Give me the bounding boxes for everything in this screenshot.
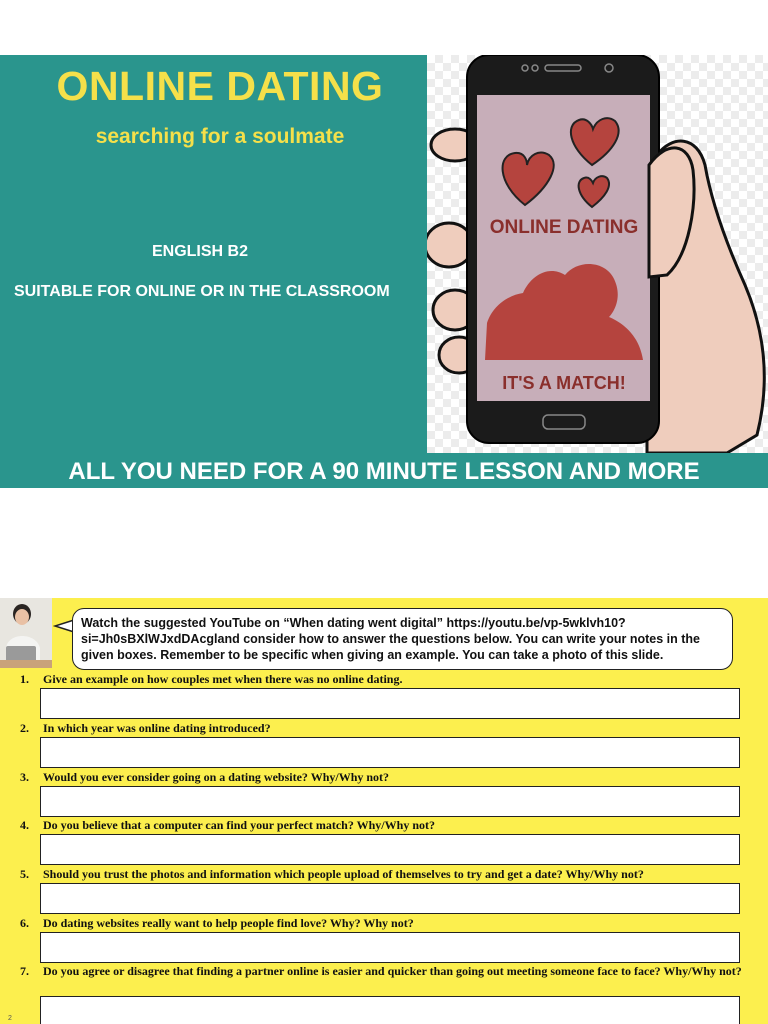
question-number: 7.: [20, 964, 29, 978]
phone-screen-footer: IT'S A MATCH!: [502, 373, 626, 393]
question-text: Do you agree or disagree that finding a partner online is easier and quicker than going out meeting someone face to face? Why/Why not?: [43, 964, 742, 978]
question-number: 2.: [20, 721, 29, 735]
question-text: Do you believe that a computer can find your perfect match? Why/Why not?: [43, 818, 435, 832]
question-number: 1.: [20, 672, 29, 686]
lesson-banner: ALL YOU NEED FOR A 90 MINUTE LESSON AND MORE: [0, 453, 768, 488]
question-number: 5.: [20, 867, 29, 881]
answer-box[interactable]: [40, 834, 740, 865]
slide-subtitle: searching for a soulmate: [95, 125, 345, 148]
answer-box[interactable]: [40, 688, 740, 719]
question-number: 4.: [20, 818, 29, 832]
answer-box[interactable]: [40, 932, 740, 963]
question-text: Should you trust the photos and information which people upload of themselves to try and get a date? Why/Why not?: [43, 867, 644, 881]
question-text: Would you ever consider going on a dating website? Why/Why not?: [43, 770, 390, 784]
instructions-text: Watch the suggested YouTube on “When dating went digital” https://youtu.be/vp-5wklvh10?si=Jh0sBXlWJxdDAcgland consider how to answer the questions below. You can write your notes in the given boxes. Remember to be specific when giving an example. You can take a photo of this slide.: [81, 616, 700, 662]
question-text: In which year was online dating introduced?: [43, 721, 271, 735]
answer-box[interactable]: [40, 786, 740, 817]
page-number: 2: [8, 1015, 12, 1022]
phone-in-hand-illustration: [427, 55, 768, 453]
question-number: 3.: [20, 770, 29, 784]
answer-box[interactable]: [40, 737, 740, 768]
question-number: 6.: [20, 916, 29, 930]
answer-box[interactable]: [40, 996, 740, 1024]
slide-title: ONLINE DATING: [56, 63, 384, 109]
phone-screen-title: ONLINE DATING: [489, 217, 639, 238]
title-panel: [0, 55, 427, 453]
instructions-bubble: [72, 608, 733, 670]
title-slide: [0, 55, 768, 488]
teacher-avatar: [0, 598, 52, 668]
answer-box[interactable]: [40, 883, 740, 914]
question-text: Do dating websites really want to help people find love? Why? Why not?: [43, 916, 414, 930]
level-label: ENGLISH B2: [151, 243, 248, 260]
worksheet-slide: [0, 598, 768, 1024]
question-text: Give an example on how couples met when there was no online dating.: [43, 672, 403, 686]
suitability-label: SUITABLE FOR ONLINE OR IN THE CLASSROOM: [14, 283, 390, 300]
